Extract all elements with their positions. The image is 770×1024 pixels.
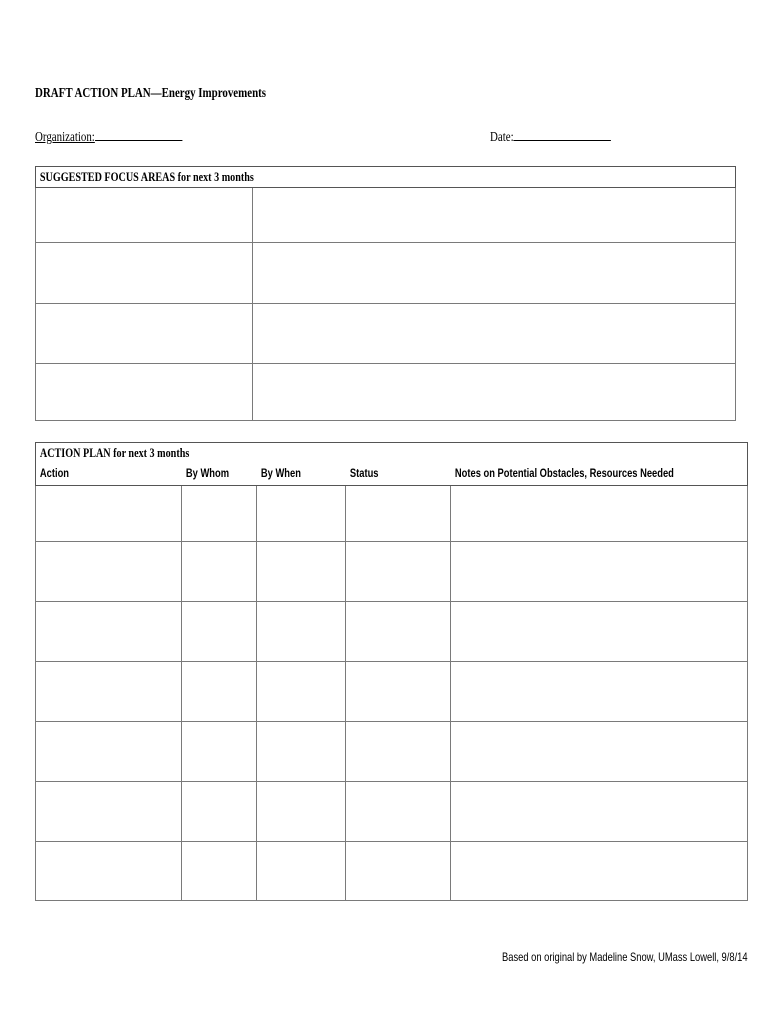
action-plan-columns-row <box>36 463 748 486</box>
action-cell[interactable] <box>36 602 182 662</box>
focus-row <box>36 304 736 364</box>
notes-cell[interactable] <box>451 782 748 842</box>
organization-label: Organization: <box>35 130 95 145</box>
action-cell[interactable] <box>36 782 182 842</box>
action-row <box>36 486 748 542</box>
notes-cell[interactable] <box>451 722 748 782</box>
by-when-cell[interactable] <box>257 486 346 542</box>
status-cell[interactable] <box>346 486 451 542</box>
action-cell[interactable] <box>36 542 182 602</box>
attribution-footer: Based on original by Madeline Snow, UMass Lowell, 9/8/14 <box>502 950 748 964</box>
focus-area-cell[interactable] <box>36 243 253 304</box>
by-whom-cell[interactable] <box>182 662 257 722</box>
column-header-status: Status <box>349 466 379 480</box>
notes-cell[interactable] <box>451 662 748 722</box>
column-header-by-whom: By Whom <box>185 466 229 480</box>
focus-area-cell[interactable] <box>36 304 253 364</box>
by-whom-cell[interactable] <box>182 722 257 782</box>
status-cell[interactable] <box>346 842 451 901</box>
document-title: DRAFT ACTION PLAN—Energy Improvements <box>35 86 267 101</box>
action-cell[interactable] <box>36 722 182 782</box>
notes-cell[interactable] <box>451 842 748 901</box>
notes-cell[interactable] <box>451 602 748 662</box>
notes-cell[interactable] <box>451 486 748 542</box>
focus-detail-cell[interactable] <box>253 188 736 243</box>
action-plan-heading: ACTION PLAN for next 3 months <box>39 445 190 460</box>
action-row <box>36 782 748 842</box>
by-when-cell[interactable] <box>257 602 346 662</box>
focus-row <box>36 188 736 243</box>
by-whom-cell[interactable] <box>182 842 257 901</box>
focus-row <box>36 243 736 304</box>
date-label: Date: <box>490 130 514 145</box>
action-plan-header-row <box>36 443 748 464</box>
notes-cell[interactable] <box>451 542 748 602</box>
action-cell[interactable] <box>36 486 182 542</box>
status-cell[interactable] <box>346 782 451 842</box>
focus-detail-cell[interactable] <box>253 304 736 364</box>
by-when-cell[interactable] <box>257 842 346 901</box>
status-cell[interactable] <box>346 602 451 662</box>
focus-areas-table <box>35 166 736 421</box>
focus-detail-cell[interactable] <box>253 243 736 304</box>
by-when-cell[interactable] <box>257 722 346 782</box>
action-row <box>36 722 748 782</box>
by-whom-cell[interactable] <box>182 602 257 662</box>
focus-areas-header-row <box>36 167 736 188</box>
action-row <box>36 662 748 722</box>
column-header-action: Action <box>39 466 70 480</box>
focus-row <box>36 364 736 421</box>
focus-area-cell[interactable] <box>36 188 253 243</box>
action-row <box>36 602 748 662</box>
action-cell[interactable] <box>36 662 182 722</box>
column-header-by-when: By When <box>260 466 301 480</box>
focus-detail-cell[interactable] <box>253 364 736 421</box>
by-when-cell[interactable] <box>257 542 346 602</box>
status-cell[interactable] <box>346 662 451 722</box>
by-whom-cell[interactable] <box>182 542 257 602</box>
focus-area-cell[interactable] <box>36 364 253 421</box>
action-cell[interactable] <box>36 842 182 901</box>
action-row <box>36 842 748 901</box>
by-whom-cell[interactable] <box>182 486 257 542</box>
action-plan-table <box>35 442 748 901</box>
status-cell[interactable] <box>346 542 451 602</box>
by-whom-cell[interactable] <box>182 782 257 842</box>
focus-areas-heading: SUGGESTED FOCUS AREAS for next 3 months <box>39 169 254 184</box>
organization-field[interactable] <box>35 128 224 146</box>
status-cell[interactable] <box>346 722 451 782</box>
by-when-cell[interactable] <box>257 782 346 842</box>
column-header-notes: Notes on Potential Obstacles, Resources Needed <box>454 466 674 480</box>
action-row <box>36 542 748 602</box>
date-field[interactable] <box>490 128 645 146</box>
by-when-cell[interactable] <box>257 662 346 722</box>
